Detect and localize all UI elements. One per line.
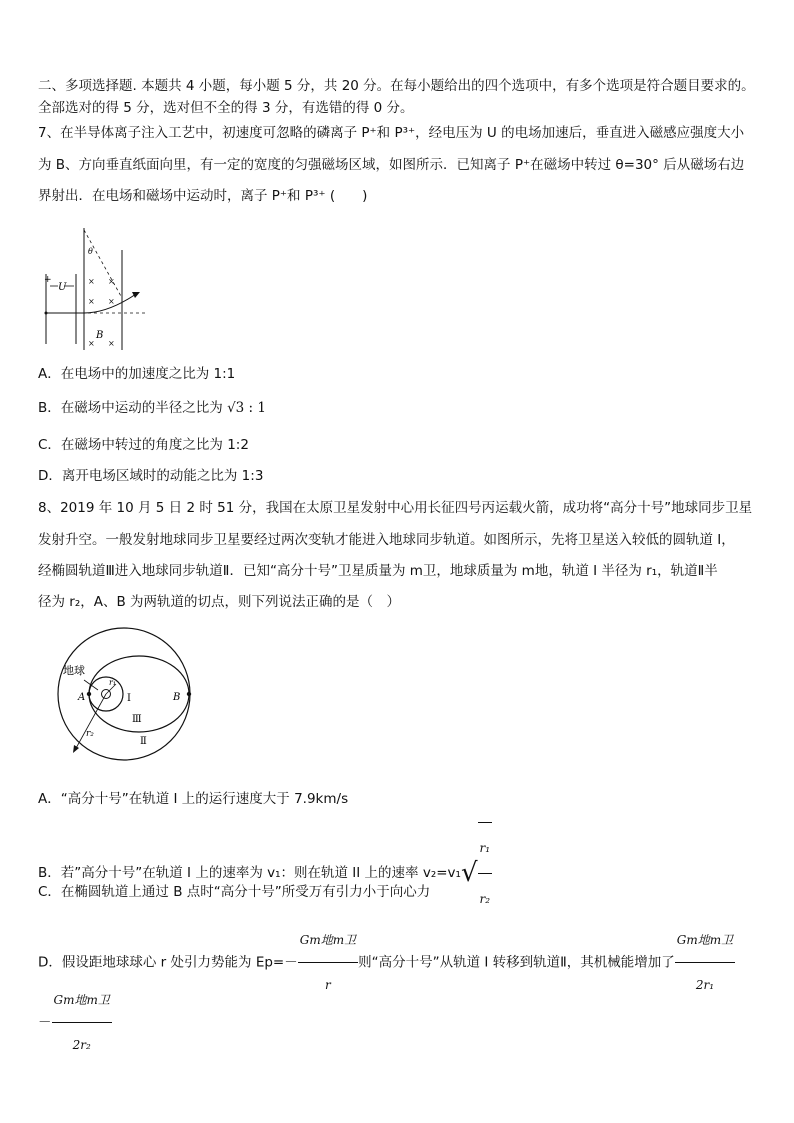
q7-field-B-label: B xyxy=(96,330,104,341)
q8-earth-label: 地球 xyxy=(63,664,85,677)
q7-field-diagram xyxy=(36,226,156,354)
q8-option-b-fraction xyxy=(478,822,493,924)
q8-point-B xyxy=(187,692,191,696)
q7-option-d[interactable]: D．离开电场区域时的动能之比为 1:3 xyxy=(38,468,264,484)
q8-stem-line3: 经椭圆轨道Ⅲ进入地球同步轨道Ⅱ．已知“高分十号”卫星质量为 m卫，地球质量为 m地，轨道 I 半径为 r₁，轨道Ⅱ半 xyxy=(38,563,718,579)
fraction-numerator: r₁ xyxy=(478,823,493,874)
q8-option-d-fraction-1 xyxy=(298,918,358,1007)
q8-orbit-diagram xyxy=(36,622,206,762)
q8-option-d-text-2: 则“高分十号”从轨道 I 转移到轨道Ⅱ，其机械能增加了 xyxy=(358,954,675,971)
section-instructions-line2: 全部选对的得 5 分，选对但不全的得 3 分，有选错的得 0 分。 xyxy=(38,100,414,116)
q8-label-orbit-3: Ⅲ xyxy=(132,714,142,725)
q8-option-d-fraction-3 xyxy=(52,978,112,1067)
q8-stem-line4: 径为 r₂，A、B 为两轨道的切点，则下列说法正确的是（ ） xyxy=(38,594,401,610)
q8-label-r1: r₁ xyxy=(109,678,117,687)
q8-option-a[interactable]: A．“高分十号”在轨道 I 上的运行速度大于 7.9km/s xyxy=(38,791,349,807)
fraction-denominator: 2r₁ xyxy=(695,978,715,992)
q7-exit-arrow xyxy=(132,292,140,298)
q8-label-r2: r₂ xyxy=(86,729,94,739)
q8-label-orbit-2: Ⅱ xyxy=(140,736,147,747)
svg-text:+: + xyxy=(44,275,52,285)
q8-label-A: A xyxy=(78,692,86,703)
q8-label-B: B xyxy=(173,692,181,703)
q7-stem-line3: 界射出．在电场和磁场中运动时，离子 P⁺和 P³⁺ ( ) xyxy=(38,188,368,204)
fraction-denominator: 2r₂ xyxy=(72,1038,91,1052)
q8-stem-line2: 发射升空。一般发射地球同步卫星要经过两次变轨才能进入地球同步轨道。如图所示，先将卫星送入较低的圆轨道 I， xyxy=(38,532,735,548)
svg-text:×: × xyxy=(108,297,115,306)
minus-sign: － xyxy=(38,1014,52,1031)
q8-point-A xyxy=(87,692,91,696)
q8-label-orbit-1: I xyxy=(127,693,131,704)
q7-radius-line xyxy=(84,230,122,298)
q7-option-b-math: √3 : 1 xyxy=(227,400,266,416)
fraction-denominator: r xyxy=(325,978,331,992)
svg-text:×: × xyxy=(108,339,115,348)
q8-option-d-fraction-2 xyxy=(675,918,735,1007)
svg-text:×: × xyxy=(108,277,115,286)
q7-theta-label: θ xyxy=(88,247,93,256)
fraction-numerator: Gm地m卫 xyxy=(675,918,735,963)
svg-text:×: × xyxy=(88,339,95,348)
svg-text:×: × xyxy=(88,277,95,286)
q8-option-d-text-1: D．假设距地球球心 r 处引力势能为 Ep=－ xyxy=(38,954,298,971)
q7-option-b[interactable] xyxy=(38,398,266,418)
q8-option-d-continued xyxy=(38,978,112,1052)
svg-text:×: × xyxy=(88,297,95,306)
fraction-numerator: Gm地m卫 xyxy=(52,978,112,1023)
q8-option-b-text: B．若”高分十号”在轨道 I 上的速率为 v₁：则在轨道 II 上的速率 v₂=v₁ xyxy=(38,865,461,881)
q8-option-c[interactable]: C．在椭圆轨道上通过 B 点时“高分十号”所受万有引力小于向心力 xyxy=(38,884,431,900)
q7-option-a[interactable]: A．在电场中的加速度之比为 1:1 xyxy=(38,366,236,382)
fraction-numerator: Gm地m卫 xyxy=(298,918,358,963)
sqrt-symbol-icon: √ xyxy=(460,858,478,888)
q7-stem-line2: 为 B、方向垂直纸面向里，有一定的宽度的匀强磁场区域，如图所示．已知离子 P⁺在磁场中转过 θ=30° 后从磁场右边 xyxy=(38,157,745,173)
q7-stem-line1: 7、在半导体离子注入工艺中，初速度可忽略的磷离子 P⁺和 P³⁺，经电压为 U 的电场加速后，垂直进入磁感应强度大小 xyxy=(38,125,745,141)
q7-option-b-text: B．在磁场中运动的半径之比为 xyxy=(38,400,228,416)
q7-option-c[interactable]: C．在磁场中转过的角度之比为 1:2 xyxy=(38,437,249,453)
fraction-denominator: r₂ xyxy=(479,892,491,906)
q7-voltage-label: U xyxy=(58,282,67,293)
section-instructions-line1: 二、多项选择题. 本题共 4 小题，每小题 5 分，共 20 分。在每小题给出的四个选项中，有多个选项是符合题目要求的。 xyxy=(38,78,755,94)
q8-stem-line1: 8、2019 年 10 月 5 日 2 时 51 分，我国在太原卫星发射中心用长征四号丙运载火箭，成功将“高分十号”地球同步卫星 xyxy=(38,500,753,516)
q8-option-d[interactable] xyxy=(38,918,735,992)
